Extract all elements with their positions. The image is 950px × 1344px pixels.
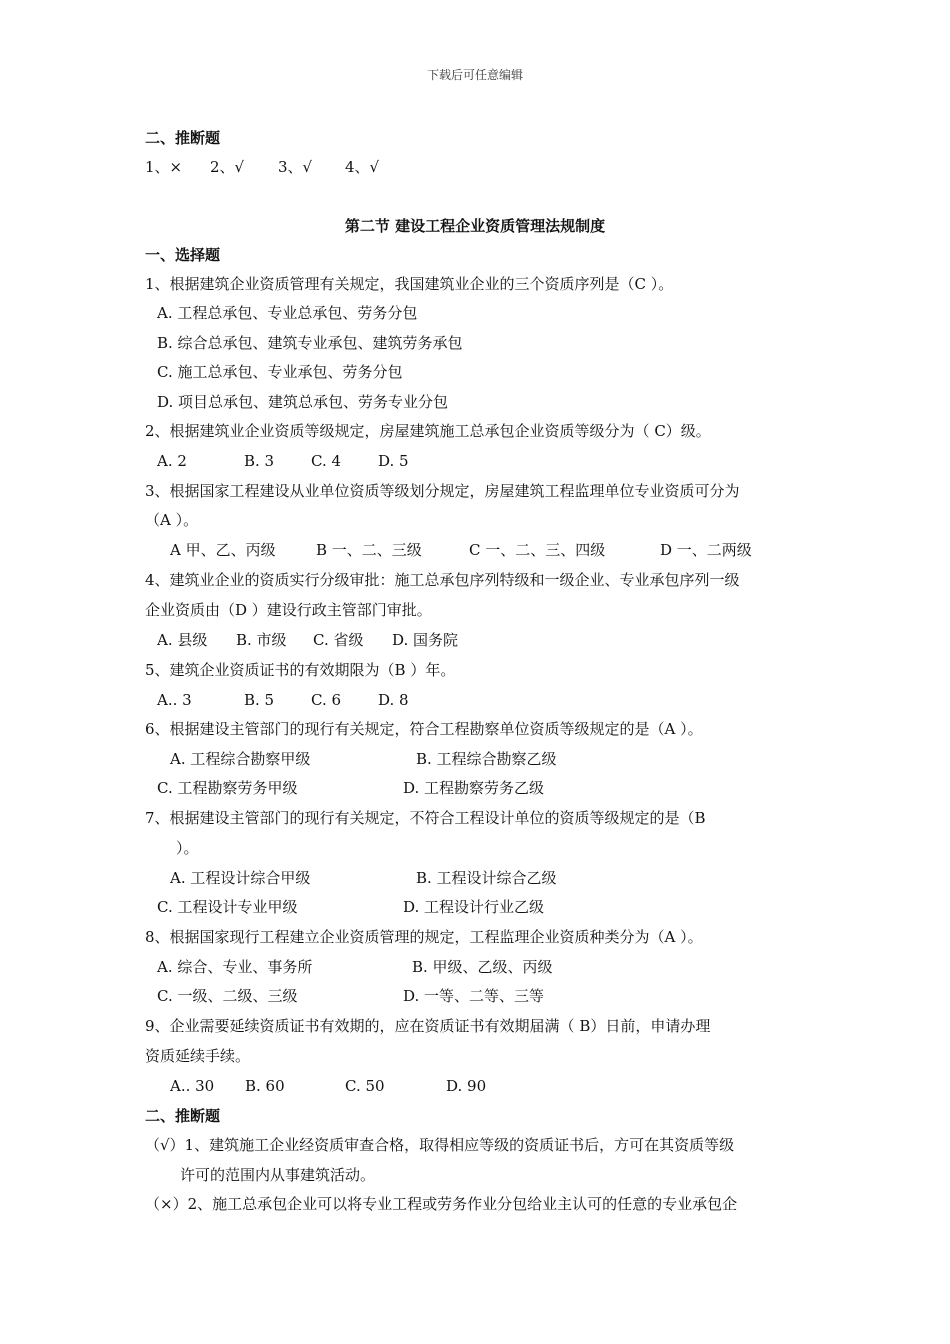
q7-option-c: C. 工程设计专业甲级 (157, 898, 298, 916)
q3-option-b: B 一、二、三级 (316, 541, 422, 559)
q4-stem-line2: 企业资质由（D ）建设行政主管部门审批。 (145, 601, 432, 619)
q8-stem: 8、根据国家现行工程建立企业资质管理的规定，工程监理企业资质种类分为（A ）。 (145, 928, 703, 946)
judgment-2-line1: （×）2、施工总承包企业可以将专业工程或劳务作业分包给业主认可的任意的专业承包企 (145, 1195, 738, 1213)
answer-3: 3、√ (278, 158, 313, 176)
page-header: 下载后可任意编辑 (426, 68, 523, 82)
q3-option-c: C 一、二、三、四级 (469, 541, 606, 559)
q6-option-c: C. 工程勘察劳务甲级 (157, 779, 298, 797)
q9-option-d: D. 90 (446, 1077, 487, 1095)
q8-option-c: C. 一级、二级、三级 (157, 987, 298, 1005)
q3-stem-line1: 3、根据国家工程建设从业单位资质等级划分规定，房屋建筑工程监理单位专业资质可分为 (145, 482, 740, 500)
q7-stem-line1: 7、根据建设主管部门的现行有关规定，不符合工程设计单位的资质等级规定的是（B (145, 809, 706, 827)
q9-option-c: C. 50 (345, 1077, 385, 1095)
q1-option-c: C. 施工总承包、专业承包、劳务分包 (157, 363, 403, 381)
q3-option-a: A 甲、乙、丙级 (170, 541, 276, 559)
section-title: 第二节 建设工程企业资质管理法规制度 (344, 217, 606, 235)
q3-option-d: D 一、二两级 (660, 541, 752, 559)
q6-option-a: A. 工程综合勘察甲级 (170, 750, 311, 768)
q8-option-b: B. 甲级、乙级、丙级 (412, 958, 553, 976)
q5-option-a: A.. 3 (157, 691, 192, 709)
q7-stem-line2: ）。 (176, 839, 199, 857)
q6-option-d: D. 工程勘察劳务乙级 (403, 779, 545, 797)
q2-option-d: D. 5 (378, 452, 409, 470)
q2-stem: 2、根据建筑业企业资质等级规定，房屋建筑施工总承包企业资质等级分为（ C）级。 (145, 422, 711, 440)
judgment-heading-2: 二、推断题 (145, 1107, 221, 1125)
q7-option-b: B. 工程设计综合乙级 (416, 869, 557, 887)
q1-option-b: B. 综合总承包、建筑专业承包、建筑劳务承包 (157, 334, 463, 352)
q9-option-a: A.. 30 (170, 1077, 215, 1095)
q1-option-d: D. 项目总承包、建筑总承包、劳务专业分包 (157, 393, 449, 411)
q5-option-b: B. 5 (244, 691, 275, 709)
q6-stem: 6、根据建设主管部门的现行有关规定，符合工程勘察单位资质等级规定的是（A ）。 (145, 720, 703, 738)
q5-stem: 5、建筑企业资质证书的有效期限为（B ）年。 (145, 661, 456, 679)
q2-option-c: C. 4 (311, 452, 342, 470)
answer-2: 2、√ (210, 158, 245, 176)
q2-option-a: A. 2 (157, 452, 187, 470)
q7-option-d: D. 工程设计行业乙级 (403, 898, 545, 916)
q4-option-a: A. 县级 (157, 631, 208, 649)
answer-4: 4、√ (345, 158, 380, 176)
judgment-1-line2: 许可的范围内从事建筑活动。 (180, 1166, 376, 1184)
judgment-1-line1: （√）1、建筑施工企业经资质审查合格，取得相应等级的资质证书后，方可在其资质等级 (145, 1136, 735, 1154)
q9-option-b: B. 60 (245, 1077, 285, 1095)
q5-option-d: D. 8 (378, 691, 409, 709)
q8-option-a: A. 综合、专业、事务所 (157, 958, 313, 976)
q6-option-b: B. 工程综合勘察乙级 (416, 750, 557, 768)
q4-stem-line1: 4、建筑业企业的资质实行分级审批：施工总承包序列特级和一级企业、专业承包序列一级 (145, 571, 740, 589)
q2-option-b: B. 3 (244, 452, 275, 470)
answer-1: 1、× (145, 158, 183, 176)
q9-stem-line2: 资质延续手续。 (145, 1047, 251, 1065)
q4-option-b: B. 市级 (236, 631, 287, 649)
choice-heading: 一、选择题 (145, 246, 221, 264)
q7-option-a: A. 工程设计综合甲级 (170, 869, 311, 887)
q3-stem-line2: （A ）。 (145, 511, 199, 529)
q1-stem: 1、根据建筑企业资质管理有关规定，我国建筑业企业的三个资质序列是（C ）。 (145, 275, 674, 293)
judgment-heading-1: 二、推断题 (145, 129, 221, 147)
q4-option-d: D. 国务院 (392, 631, 459, 649)
q5-option-c: C. 6 (311, 691, 342, 709)
q9-stem-line1: 9、企业需要延续资质证书有效期的，应在资质证书有效期届满（ B）日前，申请办理 (145, 1017, 711, 1035)
q4-option-c: C. 省级 (313, 631, 364, 649)
q1-option-a: A. 工程总承包、专业总承包、劳务分包 (157, 304, 418, 322)
q8-option-d: D. 一等、二等、三等 (403, 987, 545, 1005)
